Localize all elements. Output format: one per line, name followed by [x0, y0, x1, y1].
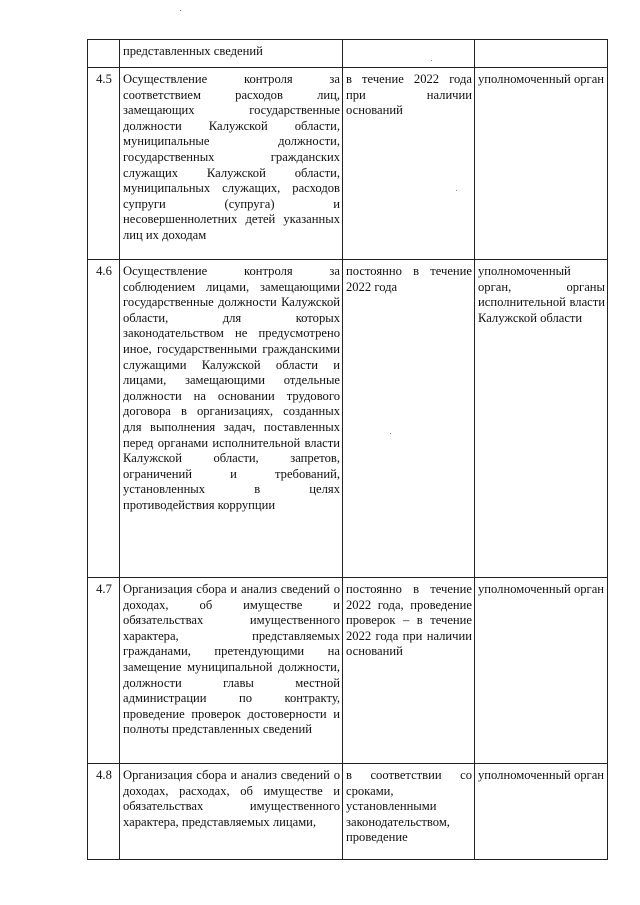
action-cell [120, 260, 343, 578]
table-row [88, 578, 608, 764]
action-cell [120, 764, 343, 860]
term-cell [343, 40, 475, 68]
responsible-cell [475, 40, 608, 68]
responsible-cell [475, 260, 608, 578]
term-cell [343, 68, 475, 260]
scan-speck [456, 190, 457, 191]
row-number-cell [88, 578, 120, 764]
row-number-cell [88, 764, 120, 860]
row-number: 4.8 [96, 768, 112, 782]
table-row [88, 764, 608, 860]
responsible-cell [475, 578, 608, 764]
term-text: в соответствии со сроками, установленными законодательством, проведение [346, 768, 472, 845]
scan-speck [431, 60, 432, 61]
row-number-cell [88, 40, 120, 68]
term-cell [343, 764, 475, 860]
term-text: в течение 2022 года при наличии оснований [346, 72, 472, 118]
row-number-cell [88, 68, 120, 260]
action-cell [120, 578, 343, 764]
table-row [88, 260, 608, 578]
action-text: представленных сведений [123, 44, 263, 58]
action-cell [120, 40, 343, 68]
responsible-text: уполномоченный орган [478, 72, 605, 86]
action-text: Осуществление контроля за соблюдением лицами, замещающими государственные должности Калужской области, для которых законодательством не предусмотрено иное, государственными гражданскими служащими Калужской области и лицами, замещающими отдельные должности на основании трудового договора в организациях, созданных для выполнения задач, поставленных перед органами исполнительной власти Калужской области, запретов, ограничений и требований, установленных в целях противодействия коррупции [123, 264, 340, 512]
action-text: Осуществление контроля за соответствием расходов лиц, замещающих государственные должности Калужской области, муниципальные должности, государственных гражданских служащих Калужской области, муниципальных служащих, расходов супруги (супруга) и несовершеннолетних детей указанных лиц их доходам [123, 72, 340, 242]
responsible-text: уполномоченный орган [478, 582, 605, 596]
term-cell [343, 260, 475, 578]
action-text: Организация сбора и анализ сведений о доходах, об имуществе и обязательствах имущественного характера, представляемых гражданами, претендующими на замещение муниципальной должности, должности главы местной администрации по контракту, проведение проверок достоверности и полноты представленных сведений [123, 582, 340, 737]
row-number-cell [88, 260, 120, 578]
responsible-text: уполномоченный орган, органы исполнительной власти Калужской области [478, 264, 605, 325]
responsible-cell [475, 764, 608, 860]
term-text: постоянно в течение 2022 года [346, 264, 472, 294]
term-text: постоянно в течение 2022 года, проведение проверок – в течение 2022 года при наличии оснований [346, 582, 472, 659]
responsible-text: уполномоченный орган [478, 768, 605, 782]
table-row [88, 68, 608, 260]
table-row [88, 40, 608, 68]
measures-table [87, 39, 608, 860]
action-cell [120, 68, 343, 260]
responsible-cell [475, 68, 608, 260]
row-number: 4.6 [96, 264, 112, 278]
row-number: 4.5 [96, 72, 112, 86]
scan-speck [390, 433, 391, 434]
row-number: 4.7 [96, 582, 112, 596]
scan-speck [180, 10, 181, 11]
term-cell [343, 578, 475, 764]
action-text: Организация сбора и анализ сведений о доходах, расходах, об имуществе и обязательствах имущественного характера, представляемых лицами, [123, 768, 340, 829]
